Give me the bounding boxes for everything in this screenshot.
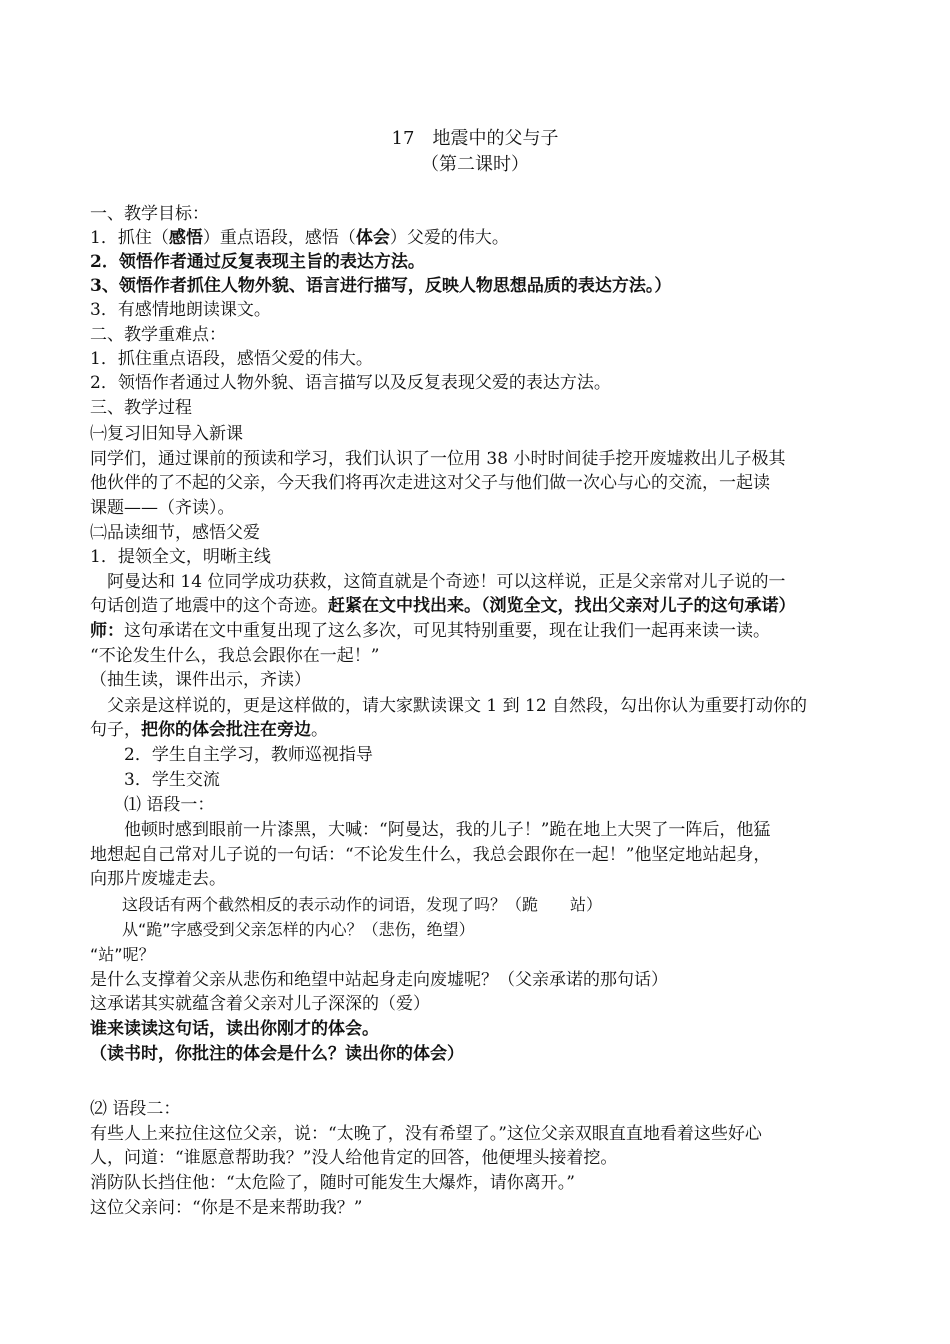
bold-run: 把你的体会批注在旁边 (141, 720, 311, 740)
paragraph-line: 消防队长挡住他：“太危险了，随时可能发生大爆炸，请你离开。” (90, 1173, 575, 1193)
goal-3-alt: 3、领悟作者抓住人物外貌、语言进行描写，反映人物思想品质的表达方法。） (90, 276, 672, 296)
text-run: 句话创造了地震中的这个奇迹。 (90, 596, 328, 616)
step-heading: 1．提领全文，明晰主线 (90, 547, 271, 567)
paragraph-line: 他伙伴的了不起的父亲，今天我们将再次走进这对父子与他们做一次心与心的交流，一起读 (90, 473, 770, 493)
paragraph-line: 是什么支撑着父亲从悲伤和绝望中站起身走向废墟呢？（父亲承诺的那句话） (90, 970, 668, 990)
question-line: “站”呢？ (90, 945, 155, 964)
paragraph-line: 同学们，通过课前的预读和学习，我们认识了一位用 38 小时时间徒手挖开废墟救出儿子极其 (90, 449, 786, 469)
page-subtitle: （第二课时） (421, 154, 529, 175)
paragraph-line: 这位父亲问：“你是不是来帮助我？” (90, 1198, 363, 1218)
paragraph-line (90, 718, 870, 742)
bold-run: 感悟 (168, 228, 203, 248)
speaker-label: 师： (90, 621, 124, 641)
paragraph-line: 谁来读读这句话，读出你刚才的体会。 (90, 1019, 379, 1039)
bold-run: 体会 (355, 228, 390, 248)
section-heading-process: 三、教学过程 (90, 398, 192, 418)
paragraph-line: 地想起自己常对儿子说的一句话：“不论发生什么，我总会跟你在一起！”他坚定地站起身， (90, 845, 771, 865)
step-heading: 3．学生交流 (90, 770, 220, 790)
paragraph-line: 他顿时感到眼前一片漆黑，大喊：“阿曼达，我的儿子！”跪在地上大哭了一阵后，他猛 (90, 820, 771, 840)
text-run: 。 (311, 720, 328, 740)
question-line: 从“跪”字感受到父亲怎样的内心？（悲伤，绝望） (90, 920, 475, 939)
section-heading-goals: 一、教学目标： (90, 204, 209, 224)
question-line: 这段话有两个截然相反的表示动作的词语，发现了吗？（跪 站） (90, 895, 603, 914)
key-point-2: 2．领悟作者通过人物外貌、语言描写以及反复表现父爱的表达方法。 (90, 373, 611, 393)
note-line: （抽生读，课件出示，齐读） (90, 670, 311, 690)
text-run: 1．抓住（ (90, 228, 169, 248)
paragraph-line: 这承诺其实就蕴含着父亲对儿子深深的（爱） (90, 994, 430, 1014)
paragraph-line: 向那片废墟走去。 (90, 869, 226, 889)
bold-run: 赶紧在文中找出来。（浏览全文，找出父亲对儿子的这句承诺） (328, 596, 796, 616)
goal-2: 2．领悟作者通过反复表现主旨的表达方法。 (90, 252, 425, 272)
paragraph-line: （读书时，你批注的体会是什么？读出你的体会） (90, 1044, 464, 1064)
paragraph-line: 父亲是这样说的，更是这样做的，请大家默读课文 1 到 12 自然段，勾出你认为重要打动你的 (90, 696, 808, 716)
goal-3: 3．有感情地朗读课文。 (90, 300, 271, 320)
text-run: ）父爱的伟大。 (389, 228, 509, 248)
text-run: 这句承诺在文中重复出现了这么多次，可见其特别重要，现在让我们一起再来读一读。 (124, 621, 770, 641)
key-point-1: 1．抓住重点语段，感悟父爱的伟大。 (90, 349, 373, 369)
quote-line: “不论发生什么，我总会跟你在一起！” (90, 646, 380, 666)
excerpt-heading: ⑵ 语段二： (90, 1099, 181, 1119)
subsection-reading: ㈡品读细节，感悟父爱 (90, 523, 260, 543)
text-run: ）重点语段，感悟（ (202, 228, 356, 248)
excerpt-heading: ⑴ 语段一： (90, 795, 215, 815)
goal-1 (90, 226, 870, 250)
section-heading-key-points: 二、教学重难点： (90, 325, 226, 345)
paragraph-line (90, 619, 870, 643)
paragraph-line (90, 594, 870, 618)
step-heading: 2．学生自主学习，教师巡视指导 (90, 745, 373, 765)
paragraph-line: 课题——（齐读）。 (90, 498, 235, 518)
subsection-review: ㈠复习旧知导入新课 (90, 424, 243, 444)
page-title: 17 地震中的父与子 (391, 128, 559, 149)
paragraph-line: 有些人上来拉住这位父亲，说：“太晚了，没有希望了。”这位父亲双眼直直地看着这些好心 (90, 1124, 762, 1144)
text-run: 句子， (90, 720, 141, 740)
paragraph-line: 阿曼达和 14 位同学成功获救，这简直就是个奇迹！可以这样说，正是父亲常对儿子说的一 (90, 572, 786, 592)
paragraph-line: 人，问道：“谁愿意帮助我？”没人给他肯定的回答，他便埋头接着挖。 (90, 1148, 618, 1168)
